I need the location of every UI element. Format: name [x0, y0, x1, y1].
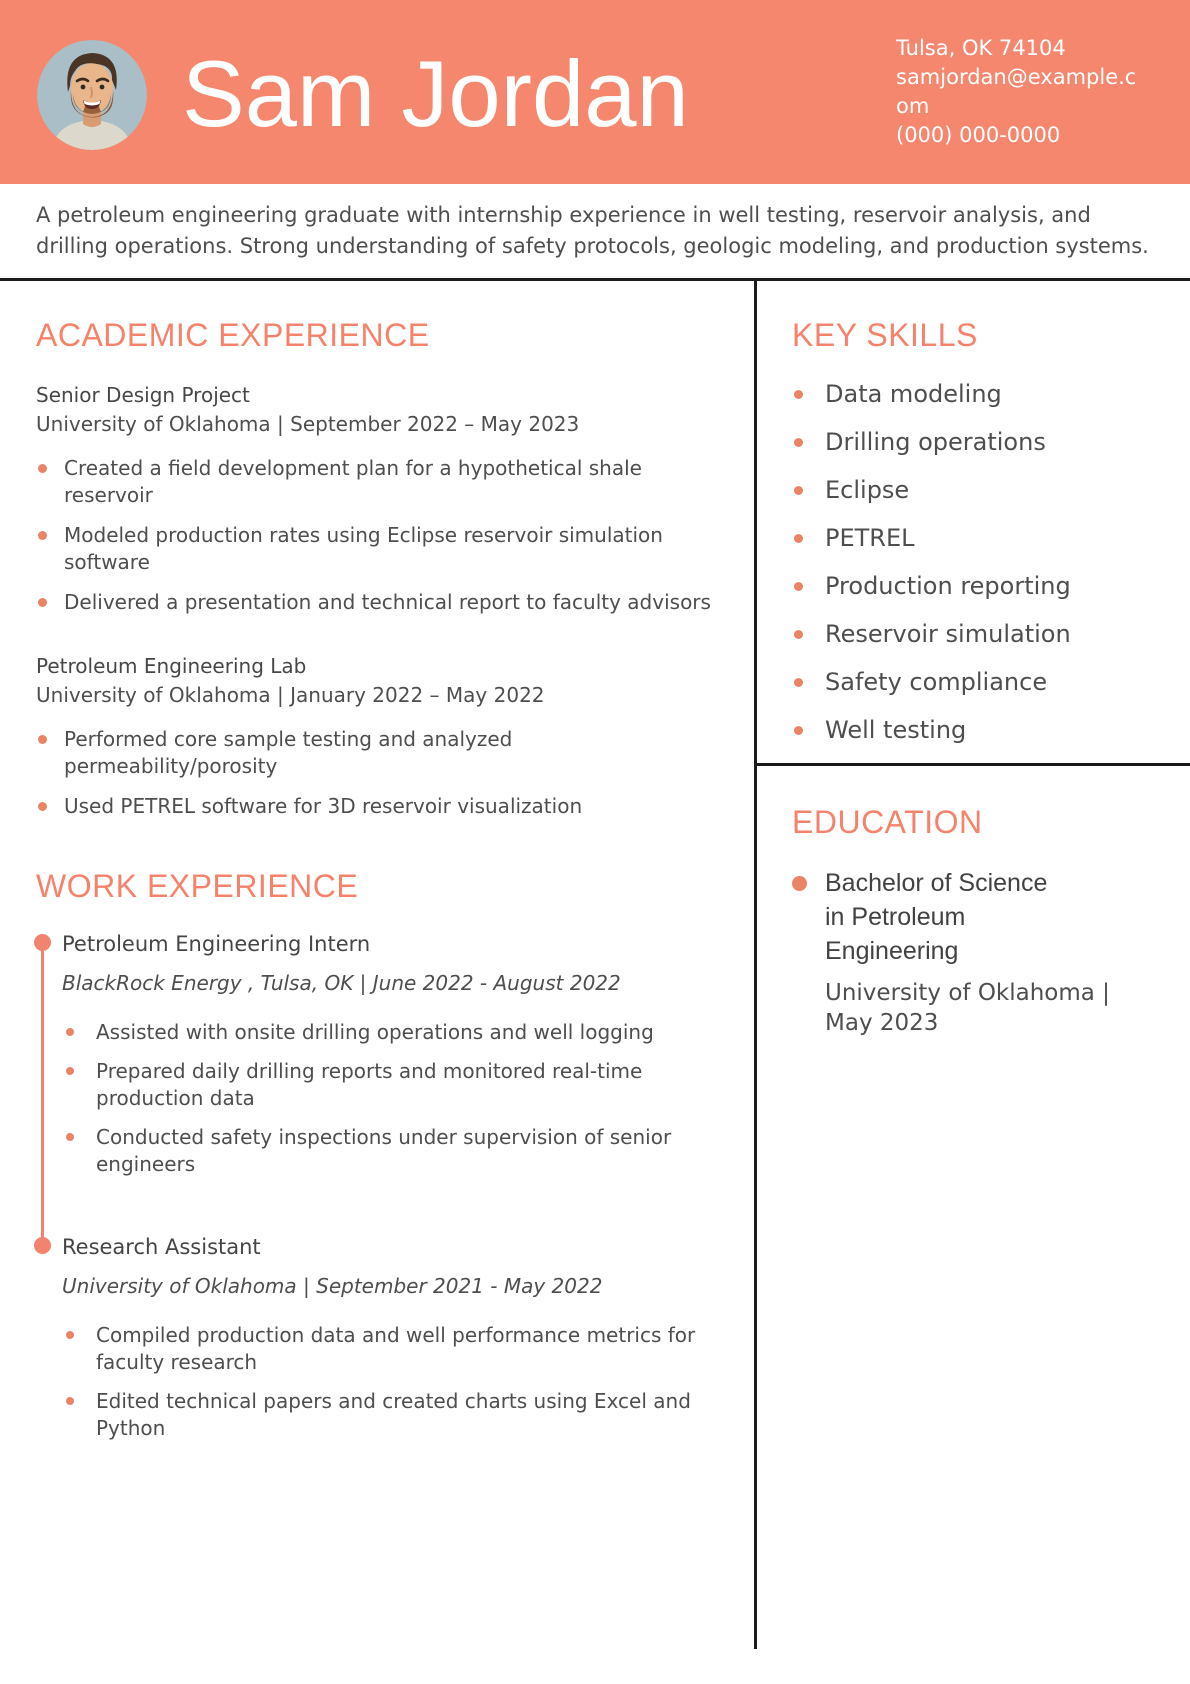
bullet-item: Conducted safety inspections under supervision of senior engineers — [66, 1124, 731, 1178]
job-bullet-list — [62, 1322, 731, 1442]
right-column — [757, 281, 1190, 1038]
entry-subtitle: University of Oklahoma | January 2022 – May 2022 — [36, 683, 545, 707]
contact-location: Tulsa, OK 74104 — [896, 36, 1066, 60]
education-bullet-dot — [792, 876, 807, 891]
skill-item: Drilling operations — [792, 427, 1162, 457]
job-title: Petroleum Engineering Intern — [62, 932, 371, 956]
right-column-divider — [757, 763, 1190, 766]
education-entry — [792, 866, 1162, 1038]
bullet-item: Performed core sample testing and analyzed permeability/porosity — [36, 726, 731, 780]
left-column — [0, 281, 757, 1649]
bullet-item: Modeled production rates using Eclipse reservoir simulation software — [36, 522, 731, 576]
bullet-item: Delivered a presentation and technical report to faculty advisors — [36, 589, 731, 616]
skill-item: Well testing — [792, 715, 1162, 745]
timeline-dot — [34, 1237, 51, 1254]
entry-bullet-list — [36, 726, 731, 820]
summary-section — [0, 184, 1190, 278]
skill-item: Production reporting — [792, 571, 1162, 601]
skill-item: Reservoir simulation — [792, 619, 1162, 649]
academic-section-title: ACADEMIC EXPERIENCE — [36, 317, 430, 353]
bullet-item: Prepared daily drilling reports and monitored real-time production data — [66, 1058, 731, 1112]
skill-item: Data modeling — [792, 379, 1162, 409]
job-entry — [36, 1233, 731, 1442]
bullet-item: Assisted with onsite drilling operations and well logging — [66, 1019, 731, 1046]
contact-phone: (000) 000-0000 — [896, 123, 1061, 147]
entry-title: Senior Design Project — [36, 383, 250, 407]
bullet-item: Created a field development plan for a hypothetical shale reservoir — [36, 455, 731, 509]
contact-email: samjordan@example.com — [896, 65, 1137, 118]
job-subtitle: BlackRock Energy , Tulsa, OK | June 2022 - August 2022 — [62, 971, 621, 995]
job-bullet-list — [62, 1019, 731, 1178]
degree-title: Bachelor of Science in Petroleum Engineering — [825, 869, 1048, 965]
job-entry — [36, 930, 731, 1178]
profile-photo — [37, 40, 147, 150]
bullet-item: Used PETREL software for 3D reservoir visualization — [36, 793, 731, 820]
skill-item: Safety compliance — [792, 667, 1162, 697]
timeline-dot — [34, 934, 51, 951]
bullet-item: Compiled production data and well performance metrics for faculty research — [66, 1322, 731, 1376]
person-illustration — [37, 40, 147, 150]
entry-title: Petroleum Engineering Lab — [36, 654, 307, 678]
skills-section-title: KEY SKILLS — [792, 317, 978, 353]
header-banner — [0, 0, 1190, 184]
bullet-item: Edited technical papers and created charts using Excel and Python — [66, 1388, 731, 1442]
job-title: Research Assistant — [62, 1235, 261, 1259]
skill-item: Eclipse — [792, 475, 1162, 505]
person-name: Sam Jordan — [182, 41, 689, 146]
entry-subtitle: University of Oklahoma | September 2022 – May 2023 — [36, 412, 580, 436]
work-timeline — [36, 930, 731, 1442]
entry-bullet-list — [36, 455, 731, 616]
academic-entry — [36, 381, 731, 616]
summary-text: A petroleum engineering graduate with internship experience in well testing, reservoir analysis, and drilling operations. Strong understanding of safety protocols, geologic modeling, and production systems. — [36, 203, 1149, 258]
degree-detail: University of Oklahoma | May 2023 — [825, 980, 1110, 1036]
education-section-title: EDUCATION — [792, 804, 983, 840]
contact-block — [896, 34, 1148, 150]
work-section-title: WORK EXPERIENCE — [36, 868, 359, 904]
skill-item: PETREL — [792, 523, 1162, 553]
job-subtitle: University of Oklahoma | September 2021 - May 2022 — [62, 1274, 603, 1298]
skills-list — [792, 379, 1162, 745]
academic-entry — [36, 652, 731, 820]
content-columns — [0, 281, 1190, 1649]
